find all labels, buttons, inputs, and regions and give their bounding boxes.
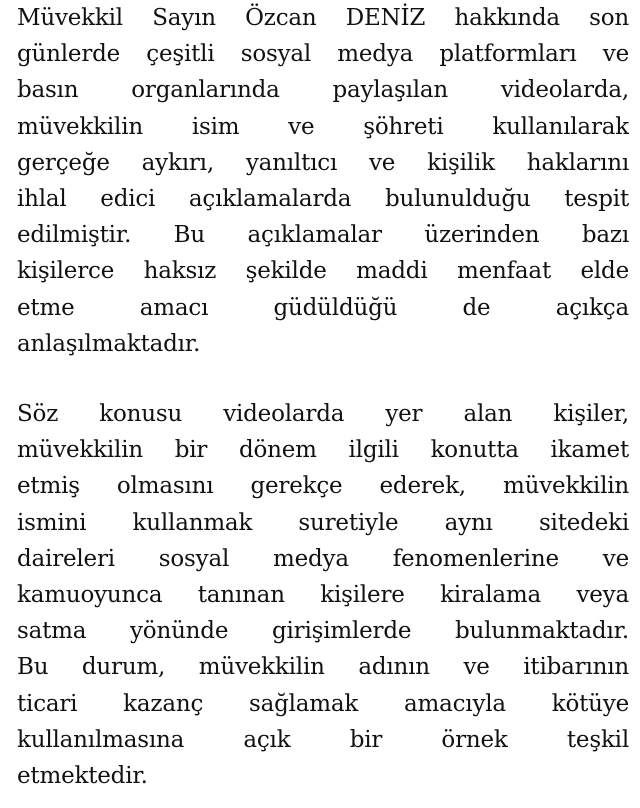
text-line: ihlal edici açıklamalarda bulunulduğu tespit [17, 186, 629, 213]
document-page [17, 0, 629, 808]
text-line: edilmiştir. Bu açıklamalar üzerinden bazı [17, 222, 629, 249]
text-line: müvekkilin isim ve şöhreti kullanılarak [17, 113, 629, 140]
text-line: kullanılmasına açık bir örnek teşkil [17, 726, 629, 753]
text-line: gerçeğe aykırı, yanıltıcı ve kişilik haklarını [17, 149, 629, 176]
text-line: anlaşılmaktadır. [17, 330, 201, 357]
text-line: daireleri sosyal medya fenomenlerine ve [17, 545, 629, 572]
text-line: ismini kullanmak suretiyle aynı sitedeki [17, 509, 629, 536]
text-line: günlerde çeşitli sosyal medya platformları ve [17, 41, 629, 68]
text-line: müvekkilin bir dönem ilgili konutta ikamet [17, 437, 629, 464]
text-line: ticari kazanç sağlamak amacıyla kötüye [17, 690, 629, 717]
text-line: kamuoyunca tanınan kişilere kiralama veya [17, 582, 629, 609]
paragraph-2 [17, 396, 629, 794]
text-line: kişilerce haksız şekilde maddi menfaat elde [17, 258, 629, 285]
paragraph-1 [17, 0, 629, 362]
text-line: etmektedir. [17, 763, 148, 790]
text-line: Bu durum, müvekkilin adının ve itibarının [17, 654, 629, 681]
text-line: Müvekkil Sayın Özcan DENİZ hakkında son [17, 5, 629, 31]
text-line: satma yönünde girişimlerde bulunmaktadır. [17, 618, 629, 645]
text-line: Söz konusu videolarda yer alan kişiler, [17, 401, 629, 428]
text-line: etmiş olmasını gerekçe ederek, müvekkilin [17, 473, 629, 500]
text-line: etme amacı güdüldüğü de açıkça [17, 294, 629, 321]
text-line: basın organlarında paylaşılan videolarda, [17, 77, 629, 104]
